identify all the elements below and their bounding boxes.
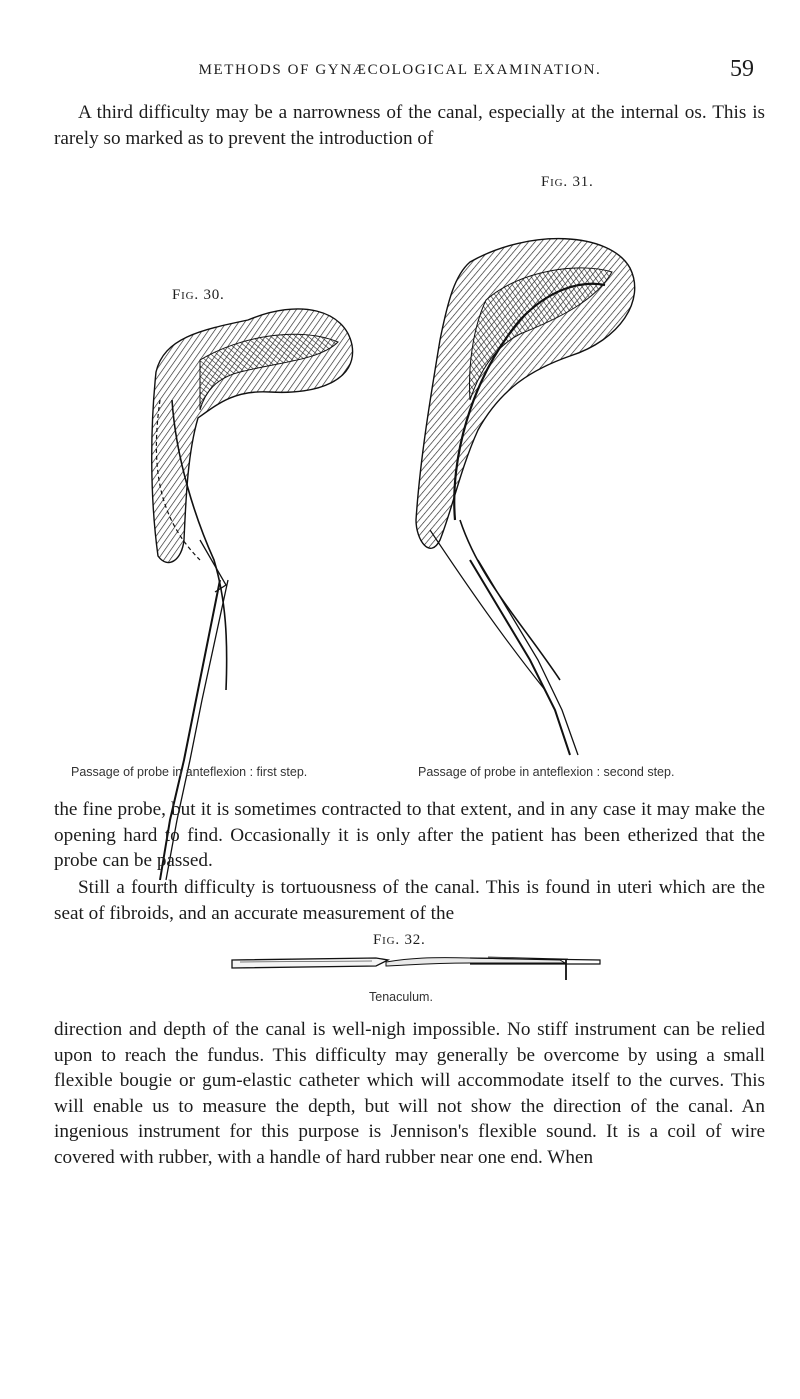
figure-32-label: Fig. 32. — [373, 932, 426, 948]
figure-32-caption: Tenaculum. — [369, 990, 433, 1004]
figure-31-label: Fig. 31. — [541, 174, 594, 190]
figure-30-label: Fig. 30. — [172, 287, 225, 303]
figure-30-caption: Passage of probe in anteflexion : first step. — [71, 765, 308, 779]
paragraph-text: the fine probe, but it is sometimes contracted to that extent, and in any case it may make the opening hard to find. Occasionally it is only after the patient has been etherized that the probe can be passed. — [54, 799, 765, 871]
paragraph-text: Still a fourth difficulty is tortuousness of the canal. This is found in uteri which are the seat of fibroids, and an accurate measurement of the — [54, 877, 765, 924]
paragraph-text: A third difficulty may be a narrowness of the canal, especially at the internal os. This is rarely so marked as to prevent the introduction of — [54, 102, 765, 149]
page-number: 59 — [730, 56, 754, 82]
running-title: METHODS OF GYNÆCOLOGICAL EXAMINATION. — [198, 62, 602, 78]
figure-31-caption: Passage of probe in anteflexion : second step. — [418, 765, 675, 779]
paragraph-direction-depth — [54, 1017, 765, 1170]
paragraph-text: direction and depth of the canal is well-nigh impossible. No stiff instrument can be relied upon to reach the fundus. This difficulty may generally be overcome by using a small flexible bougie or gum-elastic catheter which will accommodate itself to the curves. This will enable us to measure the depth, but will not show the direction of the canal. An ingenious instrument for this purpose is Jennison's flexible sound. It is a coil of wire covered with rubber, with a handle of hard rubber near one end. When — [54, 1019, 765, 1168]
